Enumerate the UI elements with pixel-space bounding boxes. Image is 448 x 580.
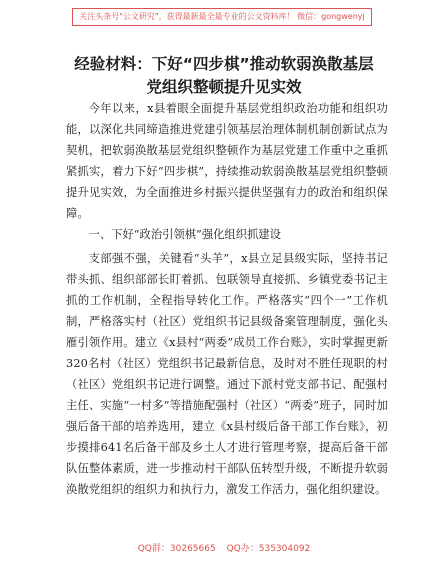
document-title-line-2: 党组织整顿提升见实效	[146, 78, 302, 96]
promo-banner: 关注头条号"公文研究"，获得最新最全最专业的公文资料库！ 微信：gongwenyj	[72, 8, 372, 26]
document-title-line-1: 经验材料：下好“四步棋”推动软弱涣散基层	[74, 55, 374, 73]
footer-qq-group: QQ群：30265665	[137, 544, 216, 554]
footer-qq: QQ办：535304092	[226, 544, 311, 554]
intro-paragraph: 今年以来，x县着眼全面提升基层党组织政治功能和组织功能，以深化共同缔造推进党建引领基层治理体制机制创新试点为契机，把软弱涣散基层党组织整顿作为基层党建工作重中之重抓紧抓实，着力下好“四步棋”，持续推动软弱涣散基层党组织整顿提升见实效，为全面推进乡村振兴提供坚强有力的政治和组织保障。	[66, 102, 388, 220]
section-heading: 一、下好“政治引领棋”强化组织抓建设	[88, 228, 281, 241]
section-body-paragraph: 支部强不强，关键看“头羊”，x县立足县级实际，坚持书记带头抓、组织部部长盯着抓、包联领导直接抓、乡镇党委书记主抓的工作机制，全程指导转化工作。严格落实“四个一”工作机制，严格落实村（社区）党组织书记县级备案管理制度，强化头雁引领作用。建立《x县村“两委”成员工作台账》，实时掌握更新320名村（社区）党组织书记最新信息，及时对不胜任现职的村（社区）党组织书记进行调整。通过下派村党支部书记、配强村主任、实施“一村多”等措施配强村（社区）“两委”班子，同时加强后备干部的培养选用，建立《x县村级后备干部工作台账》，初步摸排641名后备干部及乡土人才进行管理考察，提高后备干部队伍整体素质，进一步推动村干部队伍转型升级，不断提升软弱涣散党组织的组织力和执行力，激发工作活力，强化组织建设。	[66, 252, 388, 496]
page-footer	[0, 541, 448, 554]
